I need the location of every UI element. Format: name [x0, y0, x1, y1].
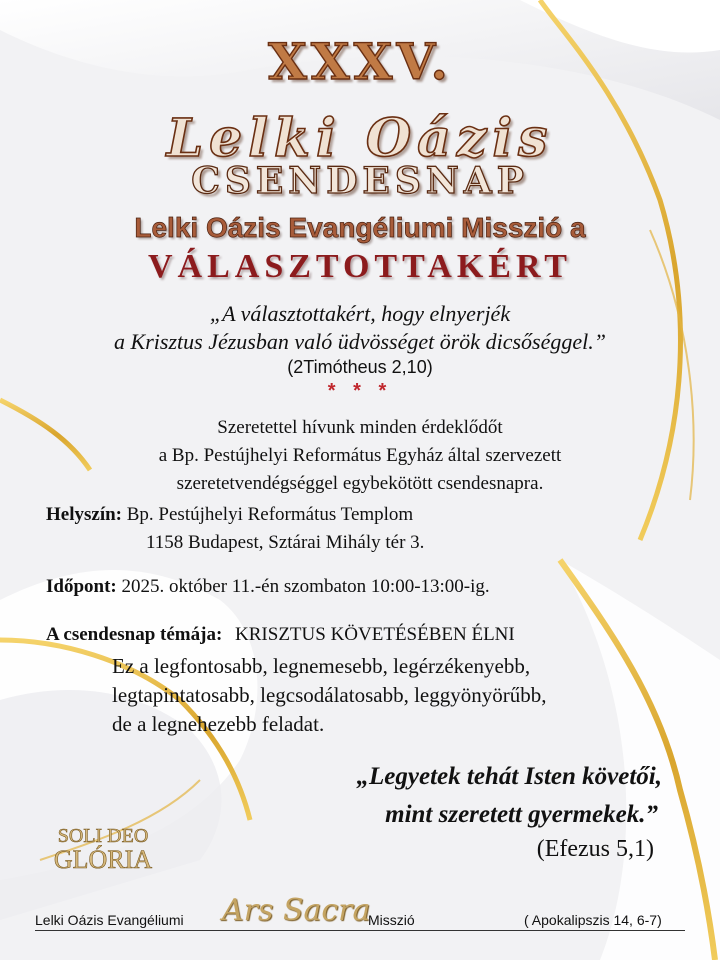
topic-desc-line3: de a legnehezebb feladat.: [112, 712, 325, 736]
event-title: Lelki Oázis: [166, 108, 554, 169]
soli-deo-gloria-logo: [38, 822, 168, 874]
footer-mid-text: Misszió: [368, 912, 415, 928]
mission-line: Lelki Oázis Evangéliumi Misszió a: [134, 212, 586, 243]
logo-line2: GLÓRIA: [53, 845, 153, 874]
separator-stars: * * *: [327, 380, 393, 402]
edition-number: XXXV.: [268, 32, 452, 91]
footer-left-text: Lelki Oázis Evangéliumi: [35, 912, 184, 928]
invitation-line2: a Bp. Pestújhelyi Református Egyház által szervezett: [158, 445, 562, 466]
dedication-line: VÁLASZTOTTAKÉRT: [148, 248, 572, 285]
location-label: Helyszín:: [46, 504, 122, 525]
bible-quote-2: [357, 758, 662, 834]
time-value: 2025. október 11.-én szombaton 10:00-13:00-ig.: [121, 576, 490, 597]
location-name: Bp. Pestújhelyi Református Templom: [126, 504, 414, 525]
quote1-reference: (2Timótheus 2,10): [287, 357, 433, 377]
topic-value: KRISZTUS KÖVETÉSÉBEN ÉLNI: [235, 624, 515, 645]
footer-divider: [35, 930, 685, 931]
invitation-line3: szeretetvendégséggel egybekötött csendesnapra.: [176, 473, 544, 494]
topic-description: [112, 652, 546, 739]
logo-line1: SOLI DEO: [57, 825, 149, 847]
event-subtitle: CSENDESNAP: [191, 160, 529, 202]
quote1-line2: a Krisztus Jézusban való üdvösséget örök dicsőséggel.”: [114, 329, 606, 354]
footer-reference: ( Apokalipszis 14, 6-7): [524, 912, 662, 928]
topic-desc-line1: Ez a legfontosabb, legnemesebb, legérzékenyebb,: [112, 654, 531, 678]
time-label: Időpont:: [46, 576, 117, 597]
quote2-line2: mint szeretett gyermekek.”: [385, 801, 658, 828]
topic-label: A csendesnap témája:: [46, 624, 223, 645]
location-row: [46, 504, 413, 526]
topic-row: [46, 624, 515, 646]
invitation-line1: Szeretettel hívunk minden érdeklődőt: [217, 417, 503, 438]
bible-quote-1: [0, 300, 720, 356]
ars-sacra-logo: Ars Sacra: [222, 893, 371, 928]
quote2-reference: (Efezus 5,1): [536, 836, 654, 862]
quote2-line1: „Legyetek tehát Isten követői,: [356, 763, 662, 790]
time-row: [46, 576, 490, 598]
location-address: 1158 Budapest, Sztárai Mihály tér 3.: [146, 532, 425, 553]
invitation-text: [0, 414, 720, 498]
topic-desc-line2: legtapintatosabb, legcsodálatosabb, leggyönyörűbb,: [112, 683, 547, 707]
quote1-line1: „A választottakért, hogy elnyerjék: [209, 301, 511, 326]
